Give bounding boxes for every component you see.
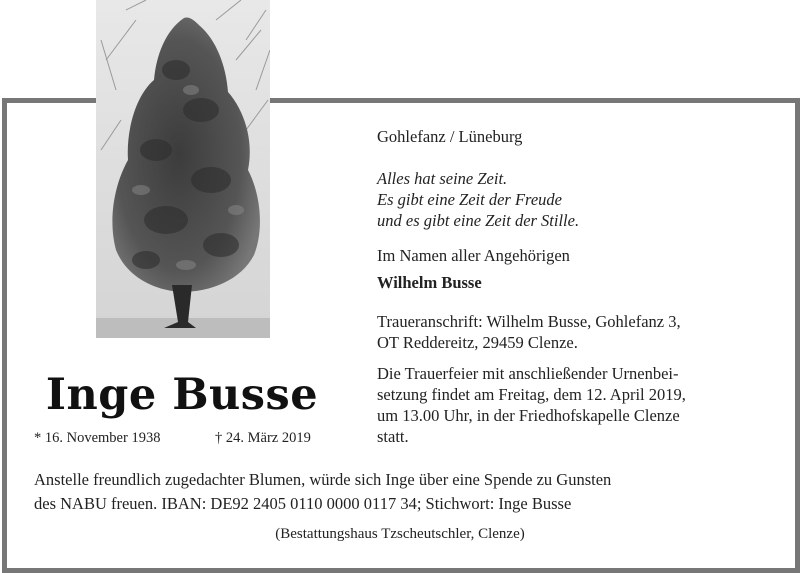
mourning-address [377, 311, 777, 353]
obituary-text [377, 126, 777, 447]
quote-line: Alles hat seine Zeit. [377, 169, 508, 188]
mourners-intro: Im Namen aller Angehörigen [377, 246, 570, 265]
donation-line: des NABU freuen. IBAN: DE92 2405 0110 0000 0117 34; Stichwort: Inge Busse [34, 494, 572, 513]
donation-notice [34, 468, 774, 516]
deceased-name: Inge Busse [45, 370, 319, 420]
address-line: OT Reddereitz, 29459 Clenze. [377, 333, 578, 352]
quote-line: und es gibt eine Zeit der Stille. [377, 211, 580, 230]
quote [377, 168, 777, 231]
place-line: Gohlefanz / Lüneburg [377, 127, 523, 146]
donation-line: Anstelle freundlich zugedachter Blumen, würde sich Inge über eine Spende zu Gunsten [34, 470, 612, 489]
undertaker-credit: (Bestattungshaus Tzscheutschler, Clenze) [275, 526, 525, 542]
ceremony-line: um 13.00 Uhr, in der Friedhofskapelle Clenze [377, 406, 680, 425]
signer-name: Wilhelm Busse [377, 273, 482, 292]
birth-date: * 16. November 1938 [34, 430, 161, 446]
death-date: † 24. März 2019 [215, 430, 311, 446]
ceremony-line: statt. [377, 427, 409, 446]
ceremony-line: setzung findet am Freitag, dem 12. April 2019, [377, 385, 686, 404]
ceremony-line: Die Trauerfeier mit anschließender Urnenbei- [377, 364, 679, 383]
quote-line: Es gibt eine Zeit der Freude [377, 190, 562, 209]
address-line: Traueranschrift: Wilhelm Busse, Gohlefanz 3, [377, 312, 681, 331]
tree-photo [96, 0, 270, 338]
ceremony-notice [377, 363, 777, 447]
